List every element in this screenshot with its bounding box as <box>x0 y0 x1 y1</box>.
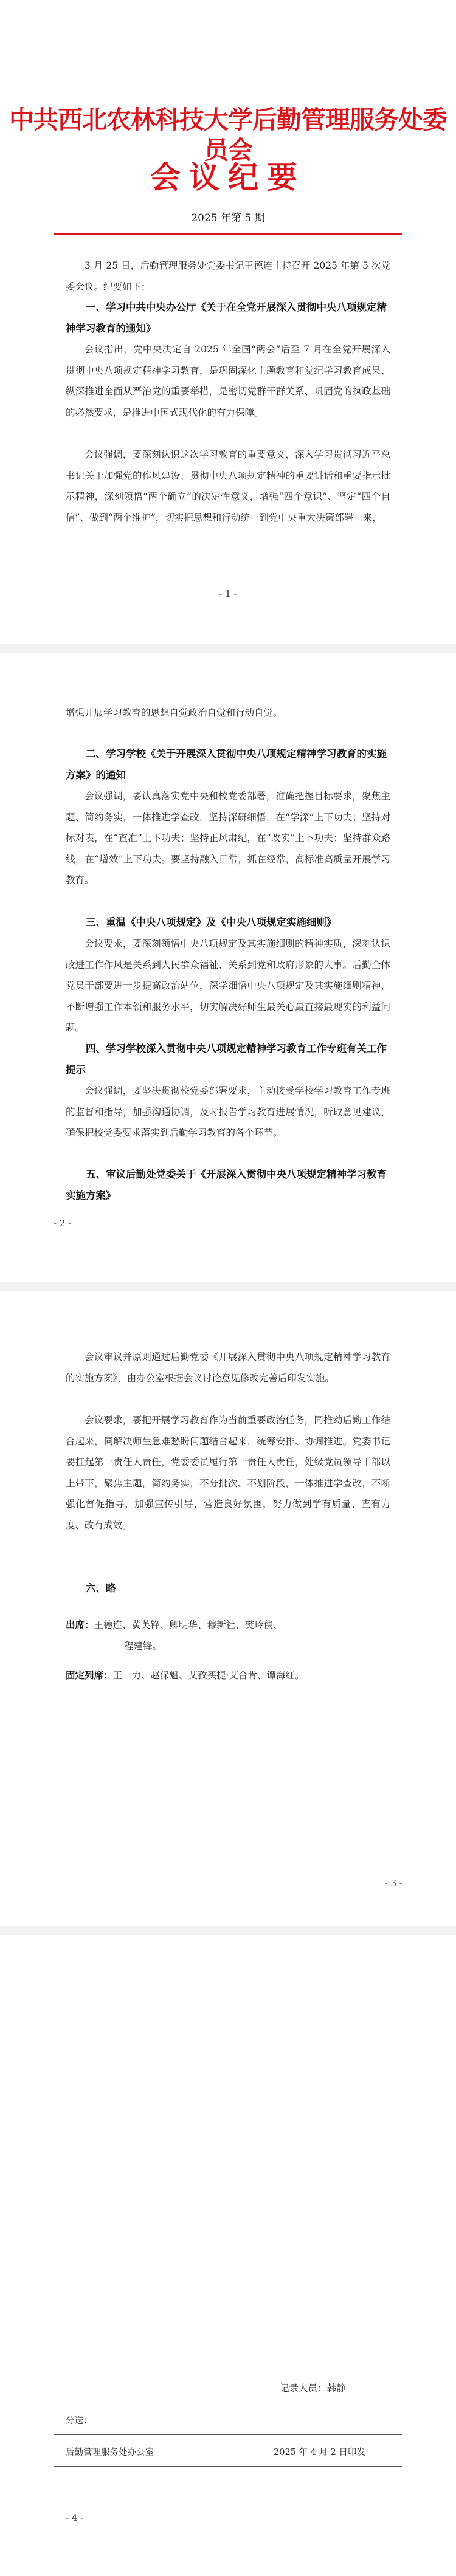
issue-number: 2025 年第 5 期 <box>191 212 265 224</box>
section-6-heading: 六、略 <box>86 1582 116 1594</box>
distribution: 分送： <box>66 2416 92 2426</box>
page-gap <box>0 1282 456 1291</box>
page-number-1: - 1 - <box>219 588 237 599</box>
attendees <box>66 1615 390 1657</box>
recorder: 记录人员：韩静 <box>280 2383 346 2394</box>
issuer: 后勤管理服务处办公室 <box>66 2448 154 2458</box>
page-number-4: - 4 - <box>66 2512 84 2523</box>
page-gap <box>0 644 456 653</box>
section-2-heading: 二、学习学校《关于开展深入贯彻中央八项规定精神学习教育的实施方案》的通知 <box>66 748 387 781</box>
observer-label: 固定列席： <box>66 1670 113 1681</box>
page-2 <box>0 653 456 1282</box>
section-5-heading: 五、审议后勤处党委关于《开展深入贯彻中央八项规定精神学习教育实施方案》 <box>66 1169 387 1201</box>
page-gap <box>0 1926 456 1935</box>
observers <box>66 1665 390 1686</box>
page-4 <box>0 1935 456 2576</box>
section-3-p1: 会议要求，要深刻领悟中央八项规定及其实施细则的精神实质，深刻认识改进工作作风是关系到人民群众福祉、关系到党和政府形象的大事。后勤全体党员干部要进一步提高政治站位，深学细悟中央八项规定及其实施细则精神，不断增强工作本领和服务水平，切实解决好师生最关心最直接最现实的利益问题。 <box>66 938 390 1034</box>
intro-paragraph: 3 月 25 日，后勤管理服务处党委书记王德连主持召开 2025 年第 5 次党委会议。纪要如下： <box>66 260 390 292</box>
section-1-p2: 会议强调，要深刻认识这次学习教育的重要意义，深入学习贯彻习近平总书记关于加强党的作风建设、贯彻中央八项规定精神的重要讲话和重要指示批示精神，深刻领悟“两个确立”的决定性意义，增强“四个意识”、坚定“四个自信”、做到“两个维护”，切实把思想和行动统一到党中央重大决策部署上来， <box>66 449 390 523</box>
section-4-heading: 四、学习学校深入贯彻中央八项规定精神学习教育工作专班有关工作提示 <box>66 1043 387 1076</box>
section-2-p1: 会议强调，要认真落实党中央和校党委部署，准确把握目标要求，聚焦主题、简约务实，一体推进学查改，坚持深研细悟，在“学深”上下功夫；坚持对标对表，在“查准”上下功夫；坚持正风肃纪，在“改实”上下功夫；坚持群众路线，在“增效”上下功夫。要坚持融入日常，抓在经常，高标准高质量开展学习教育。 <box>66 791 390 886</box>
page-1 <box>0 0 456 644</box>
page-3 <box>0 1291 456 1926</box>
section-1-p2-continued: 增强开展学习教育的思想自觉政治自觉和行动自觉。 <box>66 707 283 718</box>
print-date: 2025 年 4 月 2 日印发 <box>274 2448 365 2458</box>
red-divider <box>54 233 402 235</box>
observer-list: 王 力、赵保魁、艾孜买提·艾合肯、谭海红。 <box>112 1670 305 1681</box>
footer-rule-middle <box>54 2434 402 2435</box>
org-name: 中共西北农林科技大学后勤管理服务处委员会 <box>9 105 447 165</box>
section-1-p1: 会议指出，党中央决定自 2025 年全国“两会”后至 7 月在全党开展深入贯彻中央八项规定精神学习教育，是巩固深化主题教育和党纪学习教育成果、纵深推进全面从严治党的重要举措，是密切党群干群关系、巩固党的执政基础的必然要求，是推进中国式现代化的有力保障。 <box>66 344 390 418</box>
page-number-2: - 2 - <box>54 1218 72 1229</box>
page-number-3: - 3 - <box>384 1878 402 1889</box>
section-5-p2: 会议要求，要把开展学习教育作为当前重要政治任务，同推动后勤工作结合起来，同解决师生急难愁盼问题结合起来，统筹安排、协调推进。党委书记要扛起第一责任人责任，党委委员履行第一责任人责任，处级党员领导干部以上带下，聚焦主题，简约务实，不分批次、不划阶段，一体推进学查改，不断强化督促指导，加强宣传引导，营造良好氛围，努力做到学有质量、查有力度、改有成效。 <box>66 1415 390 1531</box>
section-1-heading: 一、学习中共中央办公厅《关于在全党开展深入贯彻中央八项规定精神学习教育的通知》 <box>66 301 387 334</box>
section-5-p1: 会议审议并原则通过后勤党委《开展深入贯彻中央八项规定精神学习教育的实施方案》，由办公室根据会议讨论意见修改完善后印发实施。 <box>66 1352 390 1384</box>
document-title: 会议纪要 <box>150 159 306 195</box>
present-label: 出席： <box>66 1619 94 1630</box>
footer-rule-bottom <box>54 2466 402 2467</box>
present-list: 王德连、黄英锋、卿明华、穆新社、樊玲侠、 <box>94 1619 283 1630</box>
present-list-continued: 程建锋。 <box>124 1640 162 1652</box>
section-3-heading: 三、重温《中央八项规定》及《中央八项规定实施细则》 <box>86 916 337 928</box>
section-4-p1: 会议强调，要坚决贯彻校党委部署要求，主动接受学校学习教育工作专班的监督和指导，加强沟通协调，及时报告学习教育进展情况，听取意见建议，确保把校党委要求落实到后勤学习教育的各个环节。 <box>66 1085 390 1139</box>
